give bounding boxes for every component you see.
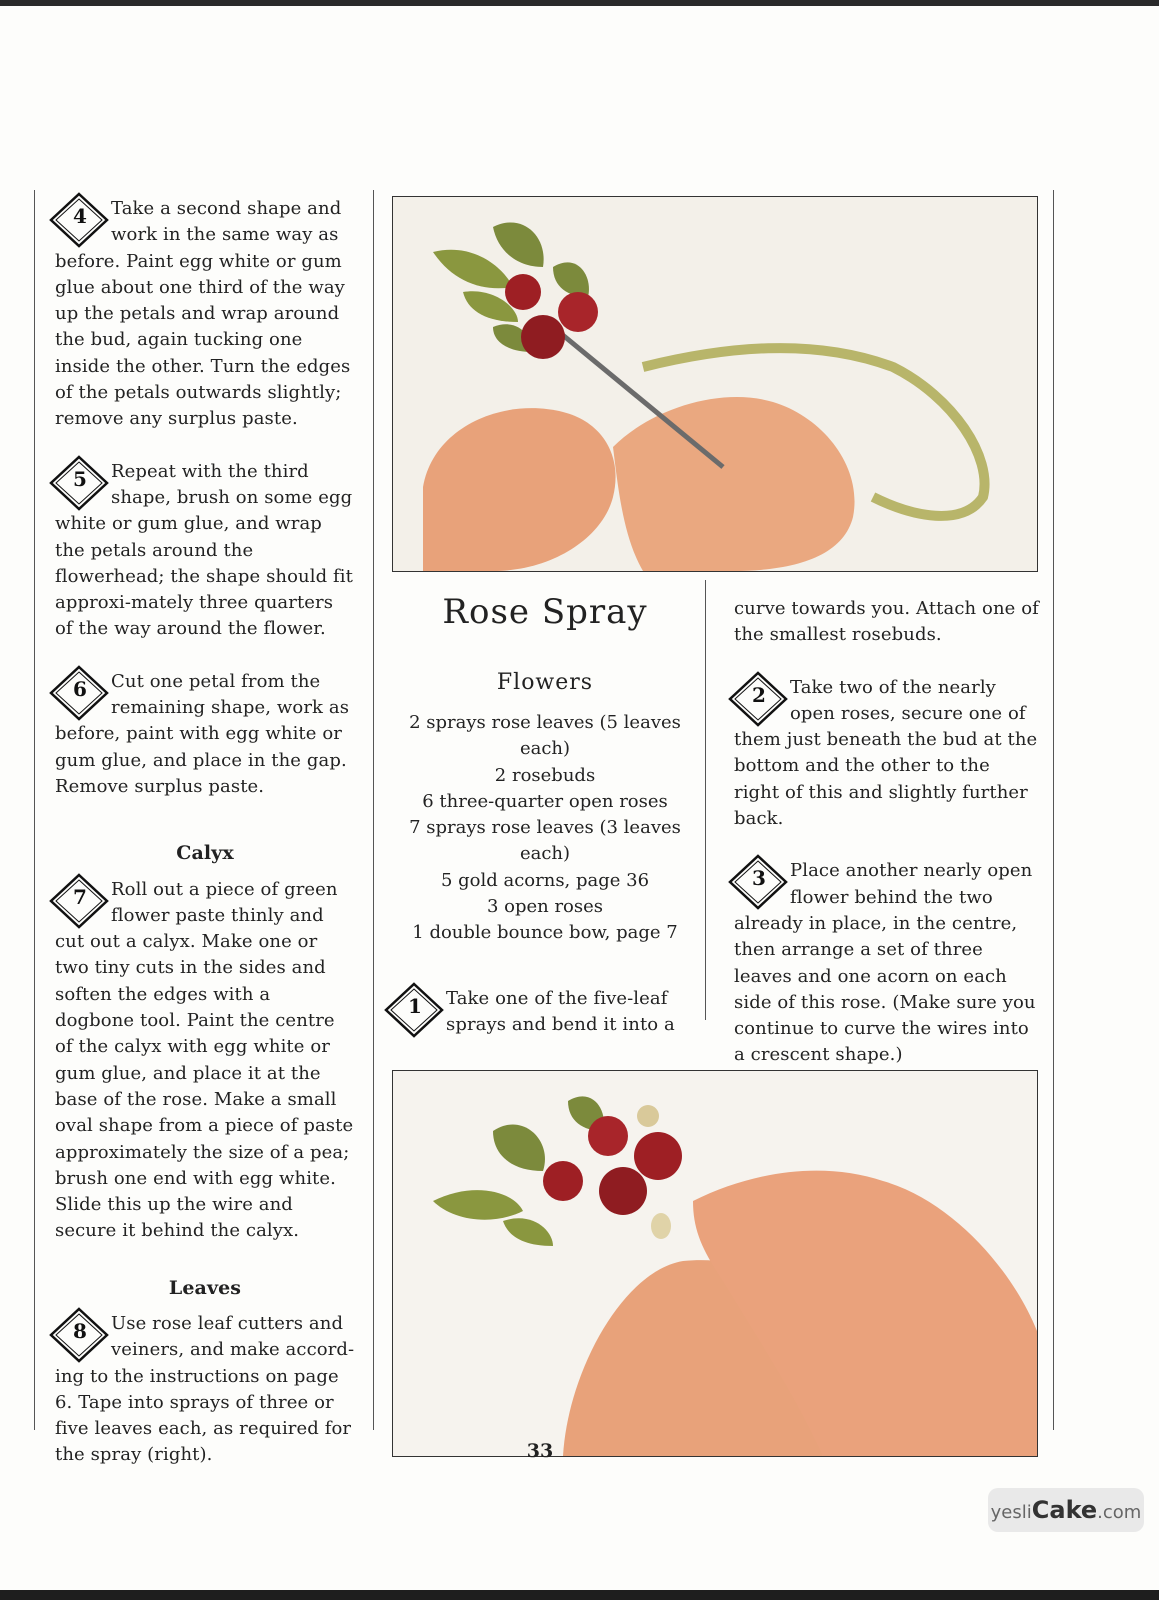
step-5-text: Repeat with the third shape, brush on some egg white or gum glue, and wrap the petals around the flowerhead; the shape should fit approxi-mately three quarters of the way around the flower. xyxy=(55,460,353,640)
page-number: 33 xyxy=(526,1440,554,1462)
ingredient-item: 2 sprays rose leaves (5 leaves each) xyxy=(409,712,681,760)
right-recipe-rule xyxy=(705,580,706,1020)
page-bottom-edge xyxy=(0,1590,1159,1600)
step-3-text: Place another nearly open flower behind the two already in place, in the centre, then arrange a set of three leaves and one acorn on each side of this rose. (Make sure you continue to curve the wires into a crescent shape.) xyxy=(734,860,1036,1066)
calyx-heading: Calyx xyxy=(176,842,234,865)
step-8-text: Use rose leaf cutters and veiners, and make accord-ing to the instructions on page 6. Tape into sprays of three or five leaves each, as required for the spray (right). xyxy=(55,1312,355,1466)
step-badge: 7 xyxy=(49,873,109,929)
leaves-heading: Leaves xyxy=(168,1276,242,1299)
step-badge: 6 xyxy=(49,665,109,721)
left-column xyxy=(55,196,355,1469)
watermark-brand: Cake xyxy=(1031,1496,1098,1524)
ingredient-item: 6 three-quarter open roses xyxy=(422,790,668,812)
center-step-column xyxy=(390,986,690,1039)
recipe-title: Rose Spray xyxy=(442,592,648,632)
center-column-rule xyxy=(373,190,374,1430)
step-5 xyxy=(55,459,355,643)
recipe-subtitle: Flowers xyxy=(496,670,594,695)
site-watermark xyxy=(988,1488,1144,1532)
photo-illustration xyxy=(393,1071,1037,1456)
step-badge: 2 xyxy=(728,671,788,727)
step-1-text: Take one of the five-leaf sprays and bend it into a xyxy=(446,988,675,1036)
left-margin-rule xyxy=(34,190,35,1430)
step-4-text: Take a second shape and work in the same way as before. Paint egg white or gum glue about one third of the way up the petals and wrap around the bud, again tucking one inside the other. Turn the edges of the petals outwards slightly; remove any surplus paste. xyxy=(55,198,351,430)
step-badge: 8 xyxy=(49,1307,109,1363)
step-2 xyxy=(734,675,1039,833)
page-top-edge xyxy=(0,0,1159,6)
right-column xyxy=(734,596,1039,1069)
step-2-text: Take two of the nearly open roses, secure one of them just beneath the bud at the bottom and the other to the right of this and slightly further back. xyxy=(734,676,1038,830)
photo-illustration xyxy=(393,197,1037,571)
ingredient-item: 1 double bounce bow, page 7 xyxy=(412,922,678,944)
step-1-continued: curve towards you. Attach one of the smallest rosebuds. xyxy=(734,598,1039,646)
step-1 xyxy=(390,986,690,1039)
step-7 xyxy=(55,877,355,1245)
watermark-prefix: yesli xyxy=(990,1502,1032,1523)
watermark-suffix: .com xyxy=(1097,1502,1142,1523)
step-badge: 4 xyxy=(49,192,109,248)
photo-wiring-spray xyxy=(392,1070,1038,1457)
right-margin-rule xyxy=(1053,190,1054,1430)
ingredient-item: 5 gold acorns, page 36 xyxy=(440,869,650,891)
step-badge: 5 xyxy=(49,455,109,511)
ingredient-list xyxy=(395,710,695,947)
step-badge: 3 xyxy=(728,854,788,910)
step-badge: 1 xyxy=(384,982,444,1038)
ingredient-item: 3 open roses xyxy=(486,896,604,918)
ingredient-item: 7 sprays rose leaves (3 leaves each) xyxy=(409,817,681,865)
step-6-text: Cut one petal from the remaining shape, work as before, paint with egg white or gum glue, and place in the gap. Remove surplus paste. xyxy=(55,670,350,797)
step-7-text: Roll out a piece of green flower paste thinly and cut out a calyx. Make one or two tiny cuts in the sides and soften the edges with a dogbone tool. Paint the centre of the calyx with egg white or gum glue, and place it at the base of the rose. Make a small oval shape from a piece of paste approximately the size of a pea; brush one end with egg white. Slide this up the wire and secure it behind the calyx. xyxy=(55,878,354,1242)
photo-binding-rosebud xyxy=(392,196,1038,572)
step-8 xyxy=(55,1311,355,1469)
step-6 xyxy=(55,669,355,800)
step-4 xyxy=(55,196,355,433)
ingredient-item: 2 rosebuds xyxy=(494,764,596,786)
step-3 xyxy=(734,858,1039,1068)
